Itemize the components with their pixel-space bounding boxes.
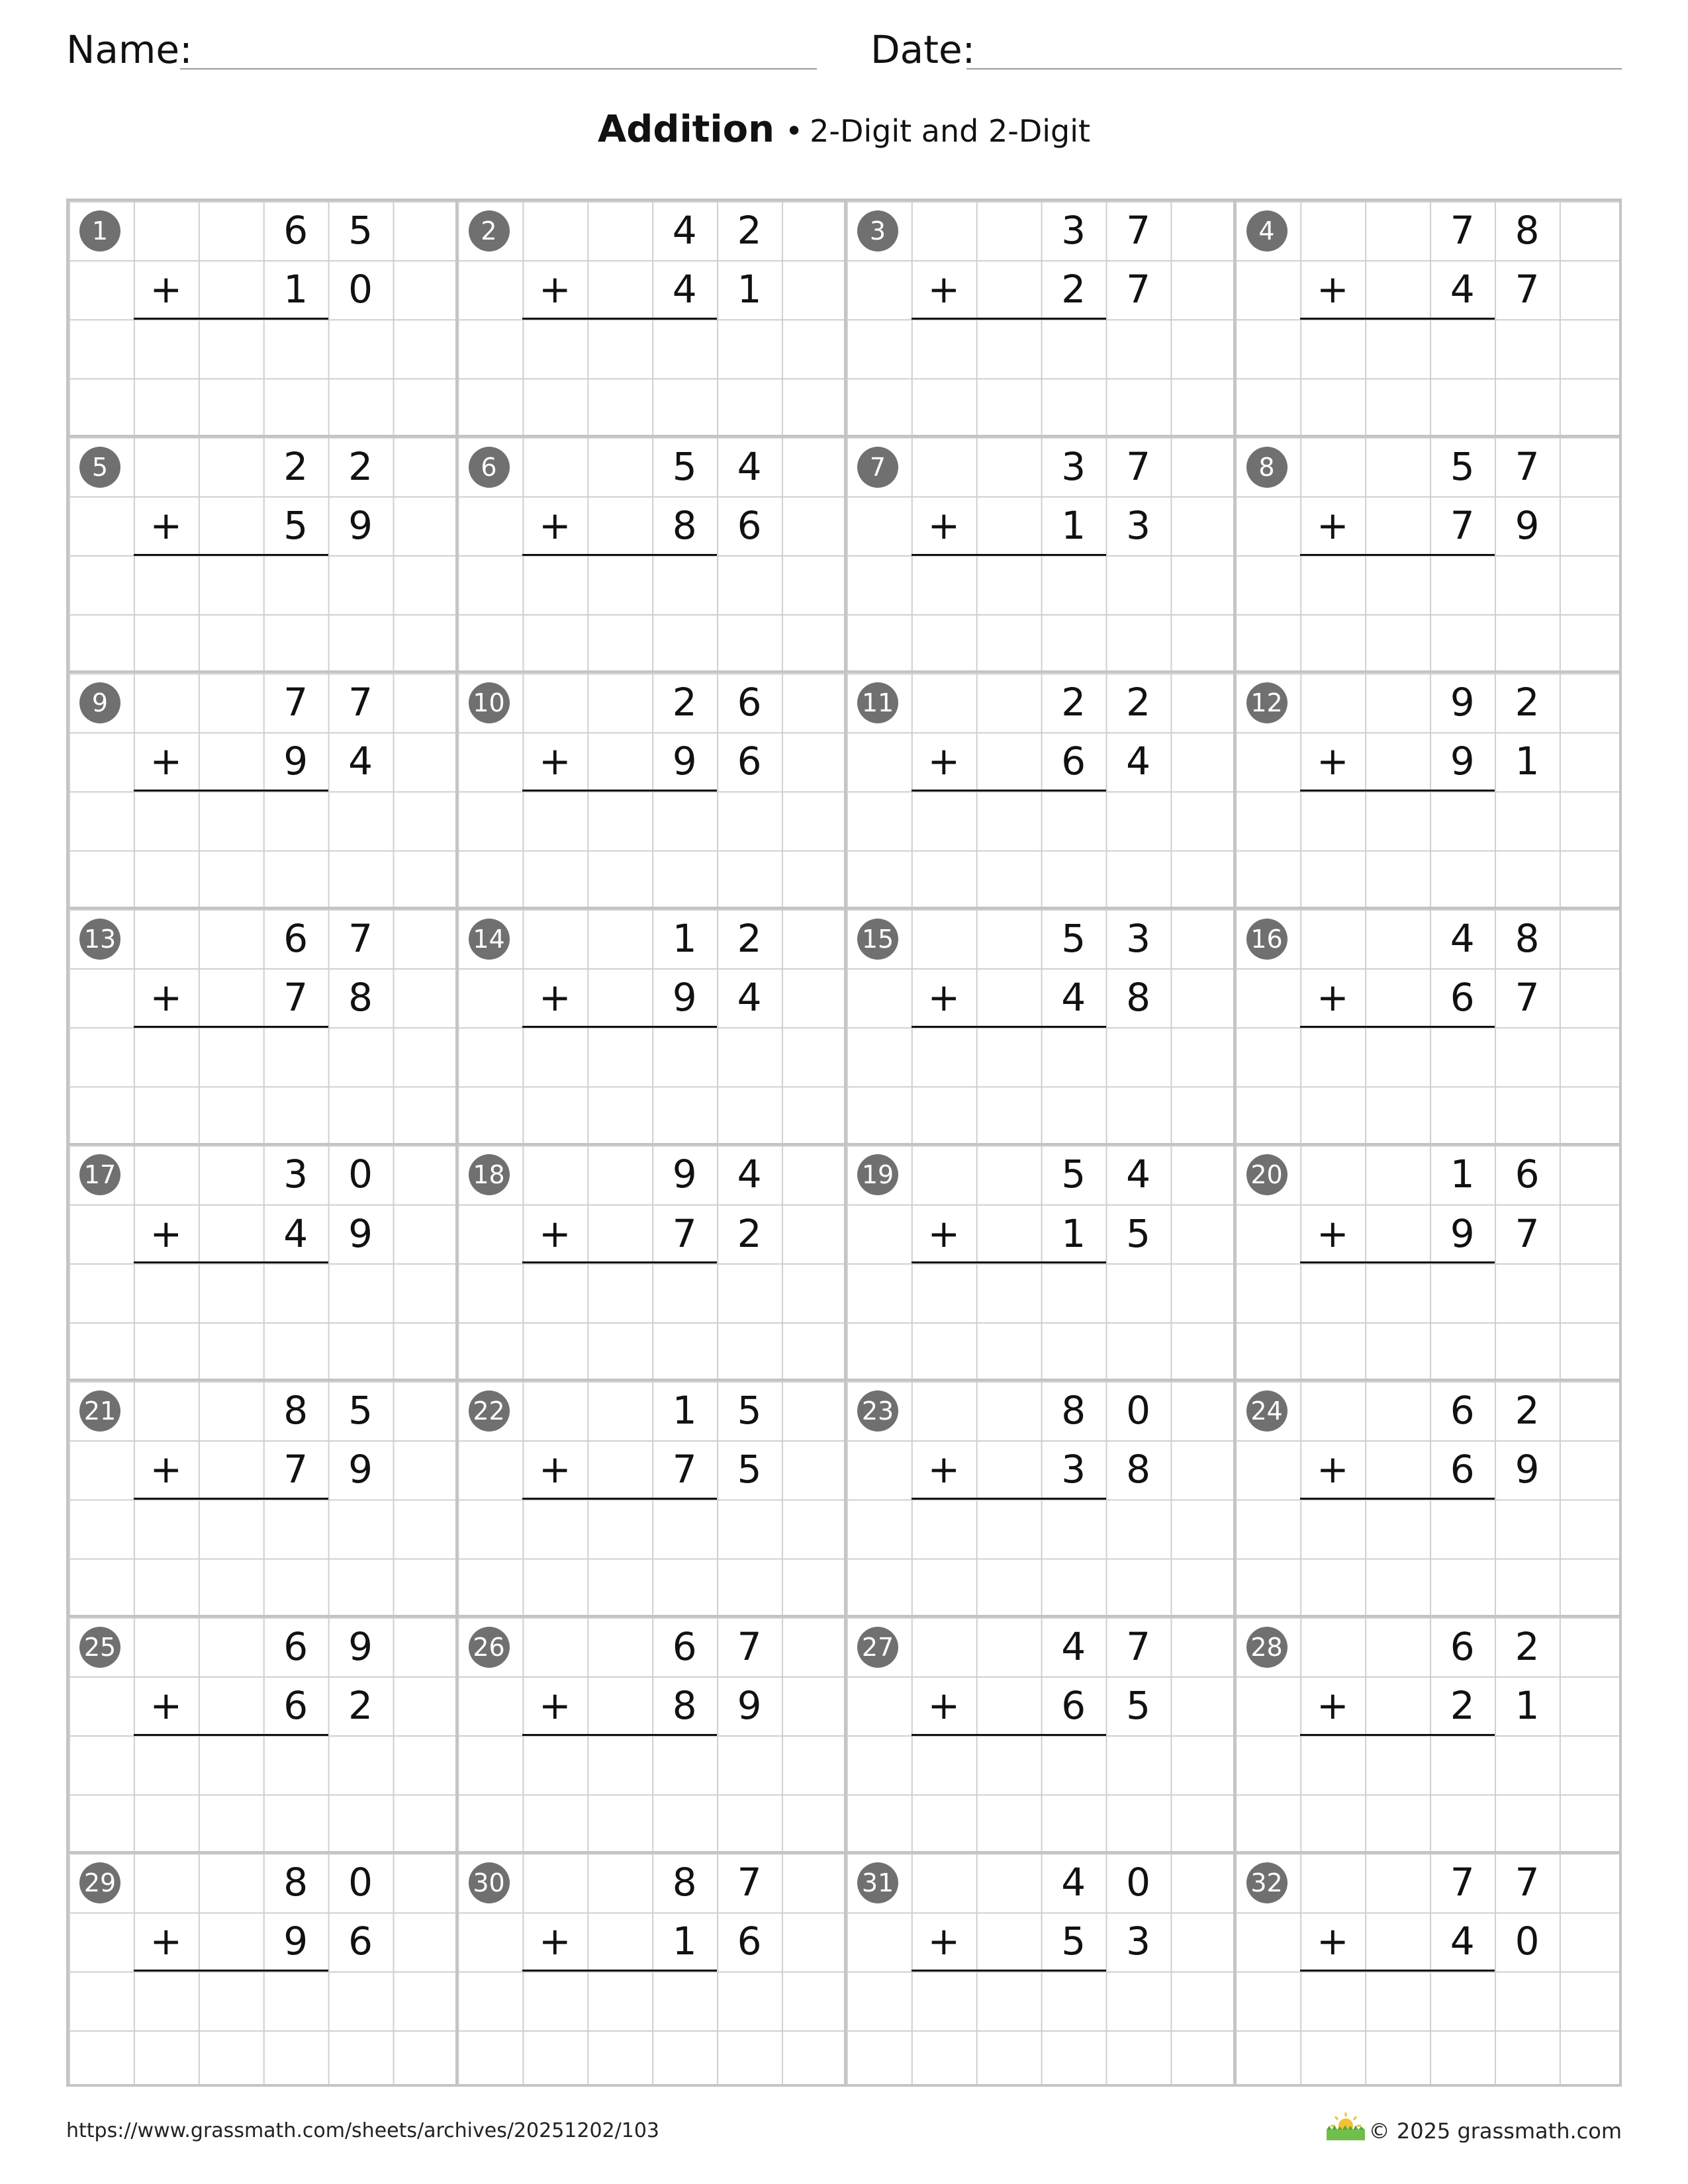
answer-area[interactable] bbox=[522, 555, 782, 673]
date-write-line[interactable] bbox=[966, 68, 1622, 69]
answer-area[interactable] bbox=[1300, 1972, 1560, 2089]
problem bbox=[69, 437, 458, 674]
problem-number-badge: 31 bbox=[857, 1862, 898, 1903]
problem bbox=[1236, 437, 1625, 674]
problem-number-badge: 24 bbox=[1246, 1390, 1288, 1432]
top-tens-digit: 8 bbox=[672, 1860, 697, 1905]
problem-number-badge: 4 bbox=[1246, 210, 1288, 251]
top-tens-digit: 2 bbox=[672, 680, 697, 725]
bottom-ones-digit: 5 bbox=[1126, 1210, 1151, 1256]
problem-number-badge: 21 bbox=[79, 1390, 120, 1432]
top-ones-digit: 7 bbox=[1515, 443, 1540, 489]
top-ones-digit: 0 bbox=[1126, 1860, 1151, 1905]
name-write-line[interactable] bbox=[180, 68, 817, 69]
top-ones-digit: 6 bbox=[737, 680, 762, 725]
top-ones-digit: 2 bbox=[737, 915, 762, 961]
problem-number-badge: 19 bbox=[857, 1154, 898, 1195]
bottom-ones-digit: 8 bbox=[1126, 1447, 1151, 1492]
plus-sign: + bbox=[150, 1682, 183, 1728]
top-ones-digit: 2 bbox=[737, 208, 762, 253]
bottom-tens-digit: 3 bbox=[1061, 1447, 1086, 1492]
problem bbox=[847, 1617, 1236, 1854]
plus-sign: + bbox=[539, 974, 571, 1020]
top-tens-digit: 1 bbox=[672, 915, 697, 961]
top-tens-digit: 2 bbox=[1061, 680, 1086, 725]
problem-number-badge: 1 bbox=[79, 210, 120, 251]
top-ones-digit: 0 bbox=[348, 1860, 373, 1905]
problem bbox=[69, 1617, 458, 1854]
bottom-tens-digit: 2 bbox=[1061, 267, 1086, 312]
bottom-tens-digit: 1 bbox=[1061, 502, 1086, 548]
problem bbox=[69, 1381, 458, 1617]
top-tens-digit: 1 bbox=[672, 1388, 697, 1433]
plus-sign: + bbox=[150, 739, 183, 784]
plus-sign: + bbox=[1317, 267, 1349, 312]
top-ones-digit: 2 bbox=[1515, 1388, 1540, 1433]
problem bbox=[69, 1145, 458, 1381]
problem-number-badge: 17 bbox=[79, 1154, 120, 1195]
problem bbox=[1236, 909, 1625, 1146]
answer-area[interactable] bbox=[522, 319, 782, 437]
bottom-ones-digit: 5 bbox=[737, 1447, 762, 1492]
top-tens-digit: 5 bbox=[1061, 1152, 1086, 1197]
bottom-tens-digit: 1 bbox=[283, 267, 308, 312]
top-tens-digit: 4 bbox=[672, 208, 697, 253]
top-tens-digit: 7 bbox=[1450, 1860, 1475, 1905]
bottom-tens-digit: 5 bbox=[1061, 1919, 1086, 1964]
bottom-ones-digit: 0 bbox=[1515, 1919, 1540, 1964]
bottom-ones-digit: 9 bbox=[737, 1682, 762, 1728]
problem-number-badge: 16 bbox=[1246, 919, 1288, 960]
problem bbox=[1236, 1381, 1625, 1617]
problem-number-badge: 29 bbox=[79, 1862, 120, 1903]
problem-number-badge: 26 bbox=[469, 1627, 510, 1668]
problem-number-badge: 13 bbox=[79, 919, 120, 960]
problem-number-badge: 28 bbox=[1246, 1627, 1288, 1668]
answer-area[interactable] bbox=[134, 1027, 393, 1145]
plus-sign: + bbox=[1317, 1919, 1349, 1964]
top-tens-digit: 9 bbox=[1450, 680, 1475, 725]
plus-sign: + bbox=[539, 1447, 571, 1492]
plus-sign: + bbox=[1317, 1447, 1349, 1492]
bottom-ones-digit: 0 bbox=[348, 267, 373, 312]
bottom-ones-digit: 6 bbox=[348, 1919, 373, 1964]
problem bbox=[458, 673, 847, 909]
problem bbox=[847, 437, 1236, 674]
top-ones-digit: 8 bbox=[1515, 208, 1540, 253]
answer-area[interactable] bbox=[522, 792, 782, 909]
top-ones-digit: 5 bbox=[737, 1388, 762, 1433]
top-ones-digit: 7 bbox=[737, 1623, 762, 1669]
worksheet-grid bbox=[66, 199, 1622, 2087]
plus-sign: + bbox=[1317, 974, 1349, 1020]
bottom-tens-digit: 9 bbox=[1450, 739, 1475, 784]
bottom-ones-digit: 6 bbox=[737, 739, 762, 784]
bottom-ones-digit: 7 bbox=[1515, 974, 1540, 1020]
top-tens-digit: 3 bbox=[283, 1152, 308, 1197]
plus-sign: + bbox=[539, 1682, 571, 1728]
top-ones-digit: 7 bbox=[737, 1860, 762, 1905]
bottom-tens-digit: 7 bbox=[672, 1447, 697, 1492]
answer-area[interactable] bbox=[912, 555, 1171, 673]
footer-copyright: © 2025 grassmath.com bbox=[1368, 2118, 1622, 2144]
top-ones-digit: 8 bbox=[1515, 915, 1540, 961]
problem bbox=[458, 1853, 847, 2089]
plus-sign: + bbox=[1317, 1210, 1349, 1256]
title-main: Addition bbox=[597, 108, 774, 151]
grass-sun-logo-icon bbox=[1323, 2110, 1369, 2143]
problem bbox=[1236, 1145, 1625, 1381]
problem bbox=[847, 1853, 1236, 2089]
top-ones-digit: 0 bbox=[1126, 1388, 1151, 1433]
top-tens-digit: 6 bbox=[283, 208, 308, 253]
plus-sign: + bbox=[539, 267, 571, 312]
answer-area[interactable] bbox=[1300, 1027, 1560, 1145]
top-tens-digit: 6 bbox=[1450, 1623, 1475, 1669]
bottom-tens-digit: 5 bbox=[283, 502, 308, 548]
top-ones-digit: 0 bbox=[348, 1152, 373, 1197]
answer-area[interactable] bbox=[134, 1499, 393, 1617]
problem-number-badge: 23 bbox=[857, 1390, 898, 1432]
problem-number-badge: 9 bbox=[79, 682, 120, 723]
bottom-ones-digit: 1 bbox=[1515, 739, 1540, 784]
bottom-ones-digit: 7 bbox=[1515, 267, 1540, 312]
answer-area[interactable] bbox=[1300, 1499, 1560, 1617]
top-tens-digit: 7 bbox=[1450, 208, 1475, 253]
problem bbox=[1236, 673, 1625, 909]
top-tens-digit: 3 bbox=[1061, 208, 1086, 253]
problem-number-badge: 11 bbox=[857, 682, 898, 723]
plus-sign: + bbox=[927, 502, 961, 548]
answer-area[interactable] bbox=[1300, 319, 1560, 437]
plus-sign: + bbox=[927, 1447, 961, 1492]
top-ones-digit: 7 bbox=[348, 680, 373, 725]
plus-sign: + bbox=[927, 739, 961, 784]
plus-sign: + bbox=[539, 739, 571, 784]
top-tens-digit: 3 bbox=[1061, 443, 1086, 489]
problem bbox=[69, 909, 458, 1146]
top-ones-digit: 2 bbox=[1515, 680, 1540, 725]
plus-sign: + bbox=[1317, 502, 1349, 548]
problem bbox=[458, 1381, 847, 1617]
bottom-ones-digit: 5 bbox=[1126, 1682, 1151, 1728]
plus-sign: + bbox=[539, 502, 571, 548]
answer-area[interactable] bbox=[912, 1263, 1171, 1381]
problem bbox=[1236, 1853, 1625, 2089]
plus-sign: + bbox=[150, 1210, 183, 1256]
problem-number-badge: 10 bbox=[469, 682, 510, 723]
bottom-tens-digit: 9 bbox=[283, 1919, 308, 1964]
bottom-tens-digit: 9 bbox=[672, 974, 697, 1020]
bottom-ones-digit: 6 bbox=[737, 502, 762, 548]
top-tens-digit: 5 bbox=[1450, 443, 1475, 489]
bottom-ones-digit: 7 bbox=[1515, 1210, 1540, 1256]
problem bbox=[458, 909, 847, 1146]
problem bbox=[1236, 1617, 1625, 1854]
answer-area[interactable] bbox=[522, 1027, 782, 1145]
problem-number-badge: 20 bbox=[1246, 1154, 1288, 1195]
problem-number-badge: 27 bbox=[857, 1627, 898, 1668]
name-label: Name: bbox=[66, 27, 193, 72]
problem-number-badge: 15 bbox=[857, 919, 898, 960]
top-ones-digit: 2 bbox=[348, 443, 373, 489]
top-tens-digit: 5 bbox=[672, 443, 697, 489]
top-ones-digit: 2 bbox=[1515, 1623, 1540, 1669]
bottom-ones-digit: 9 bbox=[348, 1210, 373, 1256]
plus-sign: + bbox=[150, 502, 183, 548]
bottom-tens-digit: 6 bbox=[1450, 974, 1475, 1020]
problem bbox=[847, 1145, 1236, 1381]
bottom-tens-digit: 7 bbox=[1450, 502, 1475, 548]
bottom-tens-digit: 7 bbox=[283, 974, 308, 1020]
plus-sign: + bbox=[150, 1919, 183, 1964]
plus-sign: + bbox=[927, 1919, 961, 1964]
title-subtitle: 2-Digit and 2-Digit bbox=[810, 113, 1091, 149]
answer-area[interactable] bbox=[134, 792, 393, 909]
plus-sign: + bbox=[927, 1210, 961, 1256]
bottom-ones-digit: 8 bbox=[348, 974, 373, 1020]
bottom-tens-digit: 6 bbox=[1450, 1447, 1475, 1492]
bottom-tens-digit: 9 bbox=[1450, 1210, 1475, 1256]
top-ones-digit: 4 bbox=[737, 1152, 762, 1197]
answer-area[interactable] bbox=[522, 1735, 782, 1853]
answer-area[interactable] bbox=[912, 319, 1171, 437]
top-ones-digit: 3 bbox=[1126, 915, 1151, 961]
bottom-ones-digit: 1 bbox=[737, 267, 762, 312]
answer-area[interactable] bbox=[522, 1972, 782, 2089]
top-tens-digit: 5 bbox=[1061, 915, 1086, 961]
top-tens-digit: 8 bbox=[283, 1860, 308, 1905]
bottom-tens-digit: 6 bbox=[1061, 1682, 1086, 1728]
bottom-tens-digit: 4 bbox=[1450, 267, 1475, 312]
bottom-tens-digit: 4 bbox=[1450, 1919, 1475, 1964]
top-tens-digit: 1 bbox=[1450, 1152, 1475, 1197]
problem bbox=[458, 1617, 847, 1854]
bottom-tens-digit: 6 bbox=[283, 1682, 308, 1728]
problem-number-badge: 8 bbox=[1246, 447, 1288, 488]
answer-area[interactable] bbox=[912, 1027, 1171, 1145]
top-tens-digit: 4 bbox=[1450, 915, 1475, 961]
answer-area[interactable] bbox=[134, 1735, 393, 1853]
problem bbox=[458, 201, 847, 437]
plus-sign: + bbox=[1317, 739, 1349, 784]
problem-number-badge: 22 bbox=[469, 1390, 510, 1432]
answer-area[interactable] bbox=[134, 555, 393, 673]
answer-area[interactable] bbox=[134, 1972, 393, 2089]
problem bbox=[69, 673, 458, 909]
bottom-ones-digit: 7 bbox=[1126, 267, 1151, 312]
bottom-ones-digit: 9 bbox=[348, 1447, 373, 1492]
top-tens-digit: 6 bbox=[672, 1623, 697, 1669]
bottom-ones-digit: 9 bbox=[1515, 1447, 1540, 1492]
plus-sign: + bbox=[150, 267, 183, 312]
bottom-tens-digit: 1 bbox=[1061, 1210, 1086, 1256]
bottom-tens-digit: 8 bbox=[672, 1682, 697, 1728]
problem-number-badge: 30 bbox=[469, 1862, 510, 1903]
top-ones-digit: 7 bbox=[348, 915, 373, 961]
plus-sign: + bbox=[539, 1919, 571, 1964]
problem-number-badge: 18 bbox=[469, 1154, 510, 1195]
bottom-ones-digit: 1 bbox=[1515, 1682, 1540, 1728]
bottom-tens-digit: 9 bbox=[283, 739, 308, 784]
top-ones-digit: 7 bbox=[1126, 1623, 1151, 1669]
top-ones-digit: 7 bbox=[1515, 1860, 1540, 1905]
top-ones-digit: 4 bbox=[737, 443, 762, 489]
plus-sign: + bbox=[927, 267, 961, 312]
problem-number-badge: 25 bbox=[79, 1627, 120, 1668]
bottom-tens-digit: 8 bbox=[672, 502, 697, 548]
plus-sign: + bbox=[539, 1210, 571, 1256]
top-tens-digit: 4 bbox=[1061, 1623, 1086, 1669]
problem-number-badge: 5 bbox=[79, 447, 120, 488]
answer-area[interactable] bbox=[912, 792, 1171, 909]
bottom-tens-digit: 4 bbox=[283, 1210, 308, 1256]
answer-area[interactable] bbox=[912, 1499, 1171, 1617]
top-tens-digit: 9 bbox=[672, 1152, 697, 1197]
bottom-ones-digit: 3 bbox=[1126, 1919, 1151, 1964]
top-ones-digit: 2 bbox=[1126, 680, 1151, 725]
bottom-ones-digit: 2 bbox=[348, 1682, 373, 1728]
answer-area[interactable] bbox=[1300, 1735, 1560, 1853]
top-ones-digit: 4 bbox=[1126, 1152, 1151, 1197]
top-ones-digit: 6 bbox=[1515, 1152, 1540, 1197]
answer-area[interactable] bbox=[912, 1735, 1171, 1853]
top-tens-digit: 6 bbox=[283, 915, 308, 961]
problem bbox=[458, 1145, 847, 1381]
top-ones-digit: 7 bbox=[1126, 443, 1151, 489]
problem-number-badge: 2 bbox=[469, 210, 510, 251]
top-tens-digit: 8 bbox=[283, 1388, 308, 1433]
problem bbox=[69, 1853, 458, 2089]
problem bbox=[458, 437, 847, 674]
top-tens-digit: 8 bbox=[1061, 1388, 1086, 1433]
top-ones-digit: 5 bbox=[348, 208, 373, 253]
plus-sign: + bbox=[150, 974, 183, 1020]
page-title bbox=[0, 106, 1688, 162]
top-ones-digit: 5 bbox=[348, 1388, 373, 1433]
answer-area[interactable] bbox=[134, 1263, 393, 1381]
top-tens-digit: 2 bbox=[283, 443, 308, 489]
bottom-ones-digit: 2 bbox=[737, 1210, 762, 1256]
problem-number-badge: 32 bbox=[1246, 1862, 1288, 1903]
bottom-ones-digit: 6 bbox=[737, 1919, 762, 1964]
problem bbox=[1236, 201, 1625, 437]
bottom-ones-digit: 4 bbox=[1126, 739, 1151, 784]
top-ones-digit: 7 bbox=[1126, 208, 1151, 253]
problem bbox=[847, 1381, 1236, 1617]
answer-area[interactable] bbox=[522, 1263, 782, 1381]
footer-url[interactable]: https://www.grassmath.com/sheets/archives/20251202/103 bbox=[66, 2119, 660, 2142]
plus-sign: + bbox=[927, 974, 961, 1020]
problem bbox=[847, 909, 1236, 1146]
answer-area[interactable] bbox=[1300, 792, 1560, 909]
top-tens-digit: 4 bbox=[1061, 1860, 1086, 1905]
problem-number-badge: 3 bbox=[857, 210, 898, 251]
plus-sign: + bbox=[927, 1682, 961, 1728]
bottom-ones-digit: 4 bbox=[348, 739, 373, 784]
problem bbox=[847, 201, 1236, 437]
bottom-tens-digit: 6 bbox=[1061, 739, 1086, 784]
answer-area[interactable] bbox=[1300, 1263, 1560, 1381]
top-ones-digit: 9 bbox=[348, 1623, 373, 1669]
bottom-ones-digit: 3 bbox=[1126, 502, 1151, 548]
bottom-tens-digit: 7 bbox=[283, 1447, 308, 1492]
answer-area[interactable] bbox=[1300, 555, 1560, 673]
answer-area[interactable] bbox=[912, 1972, 1171, 2089]
top-tens-digit: 6 bbox=[283, 1623, 308, 1669]
answer-area[interactable] bbox=[134, 319, 393, 437]
bottom-ones-digit: 9 bbox=[1515, 502, 1540, 548]
bottom-ones-digit: 4 bbox=[737, 974, 762, 1020]
date-label: Date: bbox=[870, 27, 976, 72]
title-bullet: • bbox=[784, 113, 804, 149]
bottom-tens-digit: 1 bbox=[672, 1919, 697, 1964]
plus-sign: + bbox=[150, 1447, 183, 1492]
bottom-tens-digit: 4 bbox=[1061, 974, 1086, 1020]
bottom-ones-digit: 8 bbox=[1126, 974, 1151, 1020]
bottom-tens-digit: 9 bbox=[672, 739, 697, 784]
top-tens-digit: 7 bbox=[283, 680, 308, 725]
top-tens-digit: 6 bbox=[1450, 1388, 1475, 1433]
problem bbox=[69, 201, 458, 437]
problem-number-badge: 12 bbox=[1246, 682, 1288, 723]
bottom-ones-digit: 9 bbox=[348, 502, 373, 548]
bottom-tens-digit: 2 bbox=[1450, 1682, 1475, 1728]
bottom-tens-digit: 7 bbox=[672, 1210, 697, 1256]
answer-area[interactable] bbox=[522, 1499, 782, 1617]
problem bbox=[847, 673, 1236, 909]
problem-number-badge: 6 bbox=[469, 447, 510, 488]
problem-number-badge: 14 bbox=[469, 919, 510, 960]
bottom-tens-digit: 4 bbox=[672, 267, 697, 312]
plus-sign: + bbox=[1317, 1682, 1349, 1728]
problem-number-badge: 7 bbox=[857, 447, 898, 488]
